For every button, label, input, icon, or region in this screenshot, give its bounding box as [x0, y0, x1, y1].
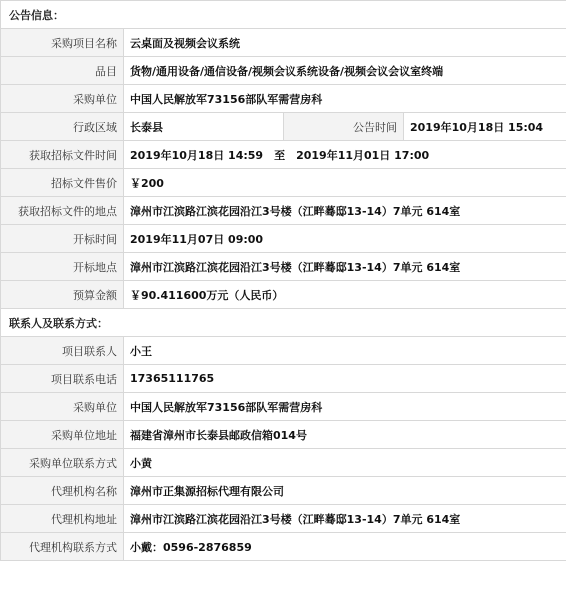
doc-price-value: ￥200 — [124, 169, 566, 197]
category-value: 货物/通用设备/通信设备/视频会议系统设备/视频会议会议室终端 — [124, 57, 566, 85]
announce-time-value: 2019年10月18日 15:04 — [404, 113, 566, 141]
contact-person-label: 项目联系人 — [1, 337, 124, 365]
agency-name-label: 代理机构名称 — [1, 477, 124, 505]
region-label: 行政区域 — [1, 113, 124, 141]
table-row — [1, 505, 566, 533]
agency-contact-value: 小戴：0596-2876859 — [124, 533, 566, 561]
doc-location-label: 获取招标文件的地点 — [1, 197, 124, 225]
doc-price-label: 招标文件售价 — [1, 169, 124, 197]
agency-contact-label: 代理机构联系方式 — [1, 533, 124, 561]
region-value: 长泰县 — [124, 113, 284, 141]
contact-phone-value: 17365111765 — [124, 365, 566, 393]
table-row — [1, 281, 566, 309]
purchaser-unit-value: 中国人民解放军73156部队军需营房科 — [124, 393, 566, 421]
opening-time-value: 2019年11月07日 09:00 — [124, 225, 566, 253]
purchaser-label: 采购单位 — [1, 85, 124, 113]
purchaser-contact-value: 小黄 — [124, 449, 566, 477]
budget-value: ￥90.411600万元（人民币） — [124, 281, 566, 309]
contact-person-value: 小王 — [124, 337, 566, 365]
doc-time-value: 2019年10月18日 14:59 至 2019年11月01日 17:00 — [124, 141, 566, 169]
doc-location-value: 漳州市江滨路江滨花园沿江3号楼（江畔蓦邸13-14）7单元 614室 — [124, 197, 566, 225]
table-row — [1, 85, 566, 113]
table-row — [1, 449, 566, 477]
agency-name-value: 漳州市正集源招标代理有限公司 — [124, 477, 566, 505]
purchaser-address-label: 采购单位地址 — [1, 421, 124, 449]
project-name-label: 采购项目名称 — [1, 29, 124, 57]
table-row — [1, 141, 566, 169]
purchaser-address-value: 福建省漳州市长泰县邮政信箱014号 — [124, 421, 566, 449]
section-row-contacts — [1, 309, 566, 337]
opening-location-label: 开标地点 — [1, 253, 124, 281]
table-row — [1, 197, 566, 225]
category-label: 品目 — [1, 57, 124, 85]
table-row — [1, 337, 566, 365]
agency-address-value: 漳州市江滨路江滨花园沿江3号楼（江畔蓦邸13-14）7单元 614室 — [124, 505, 566, 533]
contact-phone-label: 项目联系电话 — [1, 365, 124, 393]
section-row-announcement — [1, 1, 566, 29]
purchaser-value: 中国人民解放军73156部队军需营房科 — [124, 85, 566, 113]
table-row — [1, 533, 566, 561]
purchaser-unit-label: 采购单位 — [1, 393, 124, 421]
doc-time-label: 获取招标文件时间 — [1, 141, 124, 169]
table-row — [1, 225, 566, 253]
table-row — [1, 57, 566, 85]
purchaser-contact-label: 采购单位联系方式 — [1, 449, 124, 477]
table-row — [1, 365, 566, 393]
opening-time-label: 开标时间 — [1, 225, 124, 253]
table-row — [1, 29, 566, 57]
table-row — [1, 477, 566, 505]
table-row — [1, 113, 566, 141]
budget-label: 预算金额 — [1, 281, 124, 309]
table-row — [1, 393, 566, 421]
table-row — [1, 421, 566, 449]
agency-address-label: 代理机构地址 — [1, 505, 124, 533]
table-row — [1, 169, 566, 197]
project-name-value: 云桌面及视频会议系统 — [124, 29, 566, 57]
table-row — [1, 253, 566, 281]
section-title-contacts: 联系人及联系方式： — [1, 309, 566, 337]
opening-location-value: 漳州市江滨路江滨花园沿江3号楼（江畔蓦邸13-14）7单元 614室 — [124, 253, 566, 281]
section-title-announcement: 公告信息： — [1, 1, 566, 29]
announce-time-label: 公告时间 — [284, 113, 404, 141]
